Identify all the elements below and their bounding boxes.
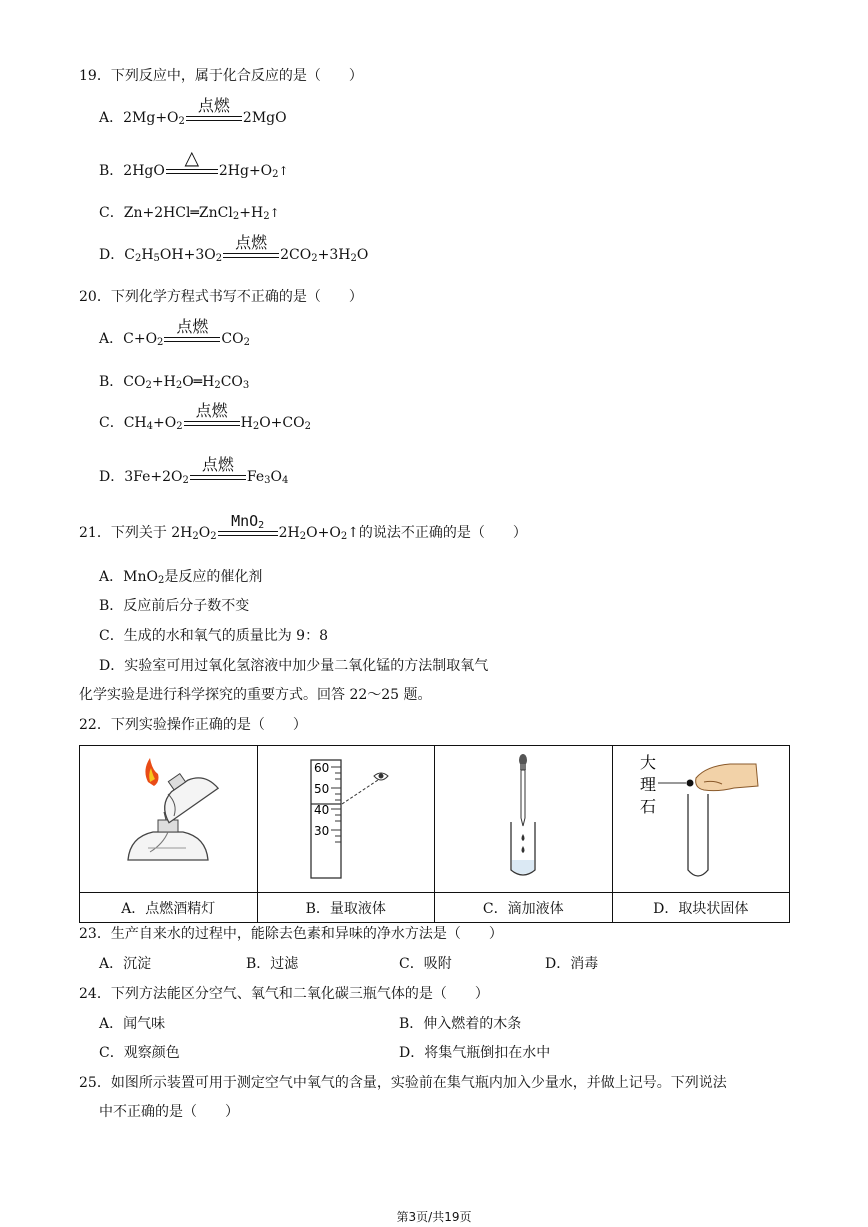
q21-option-b: B．反应前后分子数不变 (99, 598, 250, 614)
q20-option-c: C．$CH_4+O_2$ 点燃 $H_2O+CO_2$ (99, 401, 311, 432)
figure-measuring-cylinder (257, 746, 435, 893)
section-intro: 化学实验是进行科学探究的重要方式。回答 22～25 题。 (79, 687, 432, 703)
q19-option-b: B．2HgO △ $2Hg+O_2↑$ (99, 147, 289, 180)
q25-stem-line2: 中不正确的是（ ） (99, 1104, 239, 1120)
q23-stem: 23．生产自来水的过程中，能除去色素和异味的净水方法是（ ） (79, 926, 503, 942)
q20-option-b: B．$CO_2+H_2O═H_2CO_3$ (99, 374, 250, 391)
figure-solid-transfer (612, 746, 790, 893)
q23-option-c: C．吸附 (399, 956, 452, 972)
q20-option-a: A．$C+O_2$ 点燃 $CO_2$ (99, 317, 250, 348)
marble-label-2: 理 (639, 775, 656, 794)
q22-figure-table (79, 745, 790, 923)
marble-label-3: 石 (639, 797, 656, 816)
dropper-illustration (463, 752, 583, 882)
caption-d: D．取块状固体 (612, 893, 790, 923)
caption-a: A．点燃酒精灯 (80, 893, 258, 923)
q19-stem: 19．下列反应中，属于化合反应的是（ ） (79, 68, 363, 84)
marble-label-1: 大 (639, 753, 656, 772)
tick-30: 30 (313, 824, 330, 838)
q20-option-d: D．$3Fe+2O_2$ 点燃 $Fe_3O_4$ (99, 455, 289, 486)
figure-dropper (435, 746, 613, 893)
q21-option-a: A．MnO$_2$是反应的催化剂 (99, 569, 263, 586)
q23-option-a: A．沉淀 (99, 956, 152, 972)
q19-option-c: C．$Zn+2HCl═ZnCl_2+H_2↑$ (99, 205, 280, 222)
q24-option-c: C．观察颜色 (99, 1045, 180, 1061)
caption-c: C．滴加液体 (435, 893, 613, 923)
alcohol-lamp-illustration (108, 752, 228, 882)
q19-option-d: D．$C_2H_5OH+3O_2$ 点燃 $2CO_2+3H_2O$ (99, 233, 369, 264)
q21-option-d: D．实验室可用过氧化氢溶液中加少量二氧化锰的方法制取氧气 (99, 658, 489, 674)
marble-illustration (626, 752, 776, 882)
q19-option-a: A．$2Mg+O_2$ 点燃 2MgO (99, 96, 287, 127)
q21-option-c: C．生成的水和氧气的质量比为 9：8 (99, 628, 328, 644)
q24-option-a: A．闻气味 (99, 1016, 166, 1032)
q23-option-d: D．消毒 (545, 956, 599, 972)
tick-40: 40 (313, 803, 330, 817)
q23-option-b: B．过滤 (246, 956, 299, 972)
figure-lighting-lamp (80, 746, 258, 893)
q24-option-d: D．将集气瓶倒扣在水中 (399, 1045, 551, 1061)
q20-stem: 20．下列化学方程式书写不正确的是（ ） (79, 289, 363, 305)
tick-60: 60 (313, 761, 330, 775)
q21-stem: 21．下列关于 $2H_2O_2$ MnO$_2$ $2H_2O+O_2↑$的说法不正确的是（ ） (79, 512, 527, 542)
caption-b: B．量取液体 (257, 893, 435, 923)
q22-stem: 22．下列实验操作正确的是（ ） (79, 717, 307, 733)
cylinder-illustration (286, 752, 406, 882)
q25-stem-line1: 25．如图所示装置可用于测定空气中氧气的含量，实验前在集气瓶内加入少量水，并做上记号。下列说法 (79, 1075, 727, 1091)
q24-option-b: B．伸入燃着的木条 (399, 1016, 522, 1032)
q24-stem: 24．下列方法能区分空气、氧气和二氧化碳三瓶气体的是（ ） (79, 986, 489, 1002)
tick-50: 50 (313, 782, 330, 796)
page-footer: 第3页/共19页 (396, 1210, 472, 1224)
